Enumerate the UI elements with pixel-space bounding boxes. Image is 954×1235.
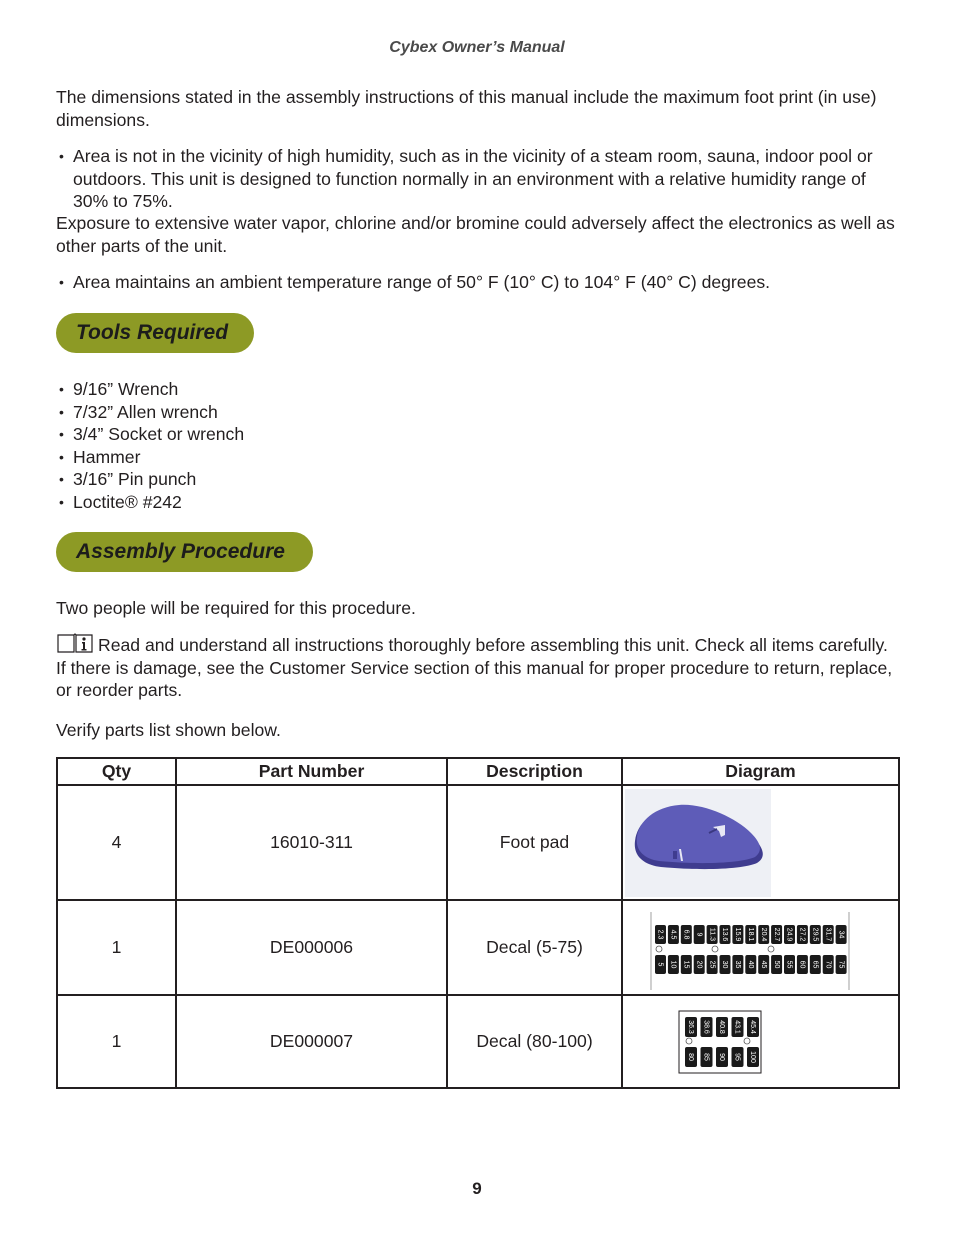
decal-segment — [836, 955, 847, 974]
decal-hole — [712, 946, 718, 952]
decal-segment — [701, 1047, 713, 1067]
decal-segment — [716, 1047, 728, 1067]
decal-label: 11.3 — [708, 927, 716, 941]
decal-segment — [681, 955, 692, 974]
page-number: 9 — [472, 1179, 482, 1198]
decal-label: 85 — [702, 1052, 710, 1061]
decal-label: 36.3 — [687, 1019, 695, 1034]
decal-segment — [716, 1017, 728, 1037]
decal-segment — [685, 1017, 697, 1037]
tool-item: • 3/16” Pin punch — [56, 468, 244, 491]
header-diagram: Diagram — [622, 758, 899, 785]
decal-segment — [771, 925, 782, 944]
header-description: Description — [447, 758, 622, 785]
tool-item: • Hammer — [56, 446, 244, 469]
tool-item: • 9/16” Wrench — [56, 378, 244, 401]
decal-segment — [784, 955, 795, 974]
tool-item: • 7/32” Allen wrench — [56, 401, 244, 424]
decal-segment — [810, 955, 821, 974]
decal-label: 9 — [695, 932, 703, 936]
qty-cell: 1 — [57, 900, 176, 995]
decal-label: 65 — [811, 960, 819, 968]
decal-label: 30 — [721, 960, 729, 968]
decal-segment — [797, 955, 808, 974]
decal-segment — [720, 955, 731, 974]
decal-segment — [745, 925, 756, 944]
table-row — [57, 900, 899, 995]
tool-item: • Loctite® #242 — [56, 491, 244, 514]
decal-label: 24.9 — [785, 927, 793, 941]
decal-segment — [732, 925, 743, 944]
decal-label: 15.9 — [734, 927, 742, 941]
decal-label: 90 — [718, 1052, 726, 1061]
decal-label: 13.6 — [721, 927, 729, 941]
description-cell: Decal (5-75) — [447, 900, 622, 995]
decal-segment — [668, 925, 679, 944]
header-part-number: Part Number — [176, 758, 447, 785]
decal-label: 40.8 — [718, 1019, 726, 1034]
parts-table — [56, 757, 900, 1089]
decal-label: 55 — [785, 960, 793, 968]
decal-label: 29.5 — [811, 927, 819, 941]
two-people-paragraph: Two people will be required for this procedure. — [56, 598, 416, 618]
decal-segment — [823, 955, 834, 974]
decal-segment — [747, 1017, 759, 1037]
decal-label: 80 — [687, 1052, 695, 1061]
decal-label: 4.5 — [669, 929, 677, 939]
decal-5-75-image — [645, 904, 855, 992]
decal-label: 95 — [733, 1052, 741, 1061]
tools-required-heading: Tools Required — [56, 313, 254, 353]
decal-segment — [694, 955, 705, 974]
diagram-cell — [622, 995, 899, 1088]
decal-segment — [823, 925, 834, 944]
decal-segment — [681, 925, 692, 944]
read-instructions-paragraph — [56, 631, 901, 702]
decal-segment — [707, 955, 718, 974]
decal-label: 27.2 — [798, 927, 806, 941]
decal-label: 10 — [669, 960, 677, 968]
decal-label: 43.1 — [733, 1019, 741, 1034]
running-header: Cybex Owner’s Manual — [389, 39, 565, 56]
decal-label: 34 — [837, 930, 845, 938]
decal-segment — [745, 955, 756, 974]
part-number-cell: DE000007 — [176, 995, 447, 1088]
read-instructions-text: Read and understand all instructions thoroughly before assembling this unit. Check all items carefully. If there is damage, see the Customer Service section of this manual for proper procedure to return, replace, or reorder parts. — [56, 635, 893, 700]
diagram-cell — [622, 785, 899, 900]
decal-label: 100 — [749, 1050, 757, 1063]
qty-cell: 1 — [57, 995, 176, 1088]
decal-hole — [768, 946, 774, 952]
humidity-bullet: • Area is not in the vicinity of high humidity, such as in the vicinity of a steam room, sauna, indoor pool or outdoors. This unit is designed to function normally in an environment with a relative humidity range of 30% to 75%. — [56, 145, 901, 213]
decal-80-100-image — [677, 1009, 767, 1075]
decal-label: 45 — [759, 960, 767, 968]
table-row — [57, 785, 899, 900]
decal-hole — [656, 946, 662, 952]
decal-segment — [732, 1047, 744, 1067]
decal-label: 60 — [798, 960, 806, 968]
decal-label: 18.1 — [746, 927, 754, 941]
decal-label: 70 — [824, 960, 832, 968]
table-row — [57, 995, 899, 1088]
decal-label: 75 — [837, 960, 845, 968]
description-cell: Decal (80-100) — [447, 995, 622, 1088]
table-header-row — [57, 758, 899, 785]
decal-label: 38.6 — [702, 1019, 710, 1034]
intro-paragraph: The dimensions stated in the assembly instructions of this manual include the maximum foot print (in use) dimensions. — [56, 87, 877, 130]
decal-segment — [747, 1047, 759, 1067]
decal-segment — [784, 925, 795, 944]
decal-segment — [655, 955, 666, 974]
decal-segment — [701, 1017, 713, 1037]
decal-segment — [685, 1047, 697, 1067]
temperature-bullet: • Area maintains an ambient temperature range of 50° F (10° C) to 104° F (40° C) degrees. — [56, 271, 901, 294]
decal-segment — [668, 955, 679, 974]
decal-label: 35 — [734, 960, 742, 968]
decal-label: 50 — [772, 960, 780, 968]
decal-label: 15 — [682, 960, 690, 968]
decal-segment — [836, 925, 847, 944]
decal-segment — [720, 925, 731, 944]
decal-segment — [732, 1017, 744, 1037]
part-number-cell: 16010-311 — [176, 785, 447, 900]
decal-segment — [810, 925, 821, 944]
decal-label: 40 — [746, 960, 754, 968]
decal-segment — [758, 955, 769, 974]
foot-pad-image — [625, 789, 775, 897]
header-qty: Qty — [57, 758, 176, 785]
tools-list — [56, 378, 244, 513]
decal-label: 31.7 — [824, 927, 832, 941]
decal-label: 20.4 — [759, 927, 767, 941]
decal-label: 5 — [656, 962, 664, 966]
qty-cell: 4 — [57, 785, 176, 900]
part-number-cell: DE000006 — [176, 900, 447, 995]
decal-segment — [694, 925, 705, 944]
decal-label: 2.3 — [656, 929, 664, 939]
decal-segment — [732, 955, 743, 974]
description-cell: Foot pad — [447, 785, 622, 900]
assembly-procedure-heading: Assembly Procedure — [56, 532, 313, 572]
exposure-paragraph: Exposure to extensive water vapor, chlorine and/or bromine could adversely affect the electronics as well as other parts of the unit. — [56, 213, 895, 256]
verify-parts-paragraph: Verify parts list shown below. — [56, 720, 281, 740]
decal-label: 45.4 — [749, 1019, 757, 1034]
decal-label: 20 — [695, 960, 703, 968]
decal-label: 25 — [708, 960, 716, 968]
book-info-icon — [56, 631, 94, 653]
decal-segment — [771, 955, 782, 974]
decal-segment — [707, 925, 718, 944]
decal-segment — [758, 925, 769, 944]
decal-segment — [797, 925, 808, 944]
decal-segment — [655, 925, 666, 944]
diagram-cell — [622, 900, 899, 995]
decal-label: 6.8 — [682, 929, 690, 939]
decal-label: 22.7 — [772, 927, 780, 941]
tool-item: • 3/4” Socket or wrench — [56, 423, 244, 446]
